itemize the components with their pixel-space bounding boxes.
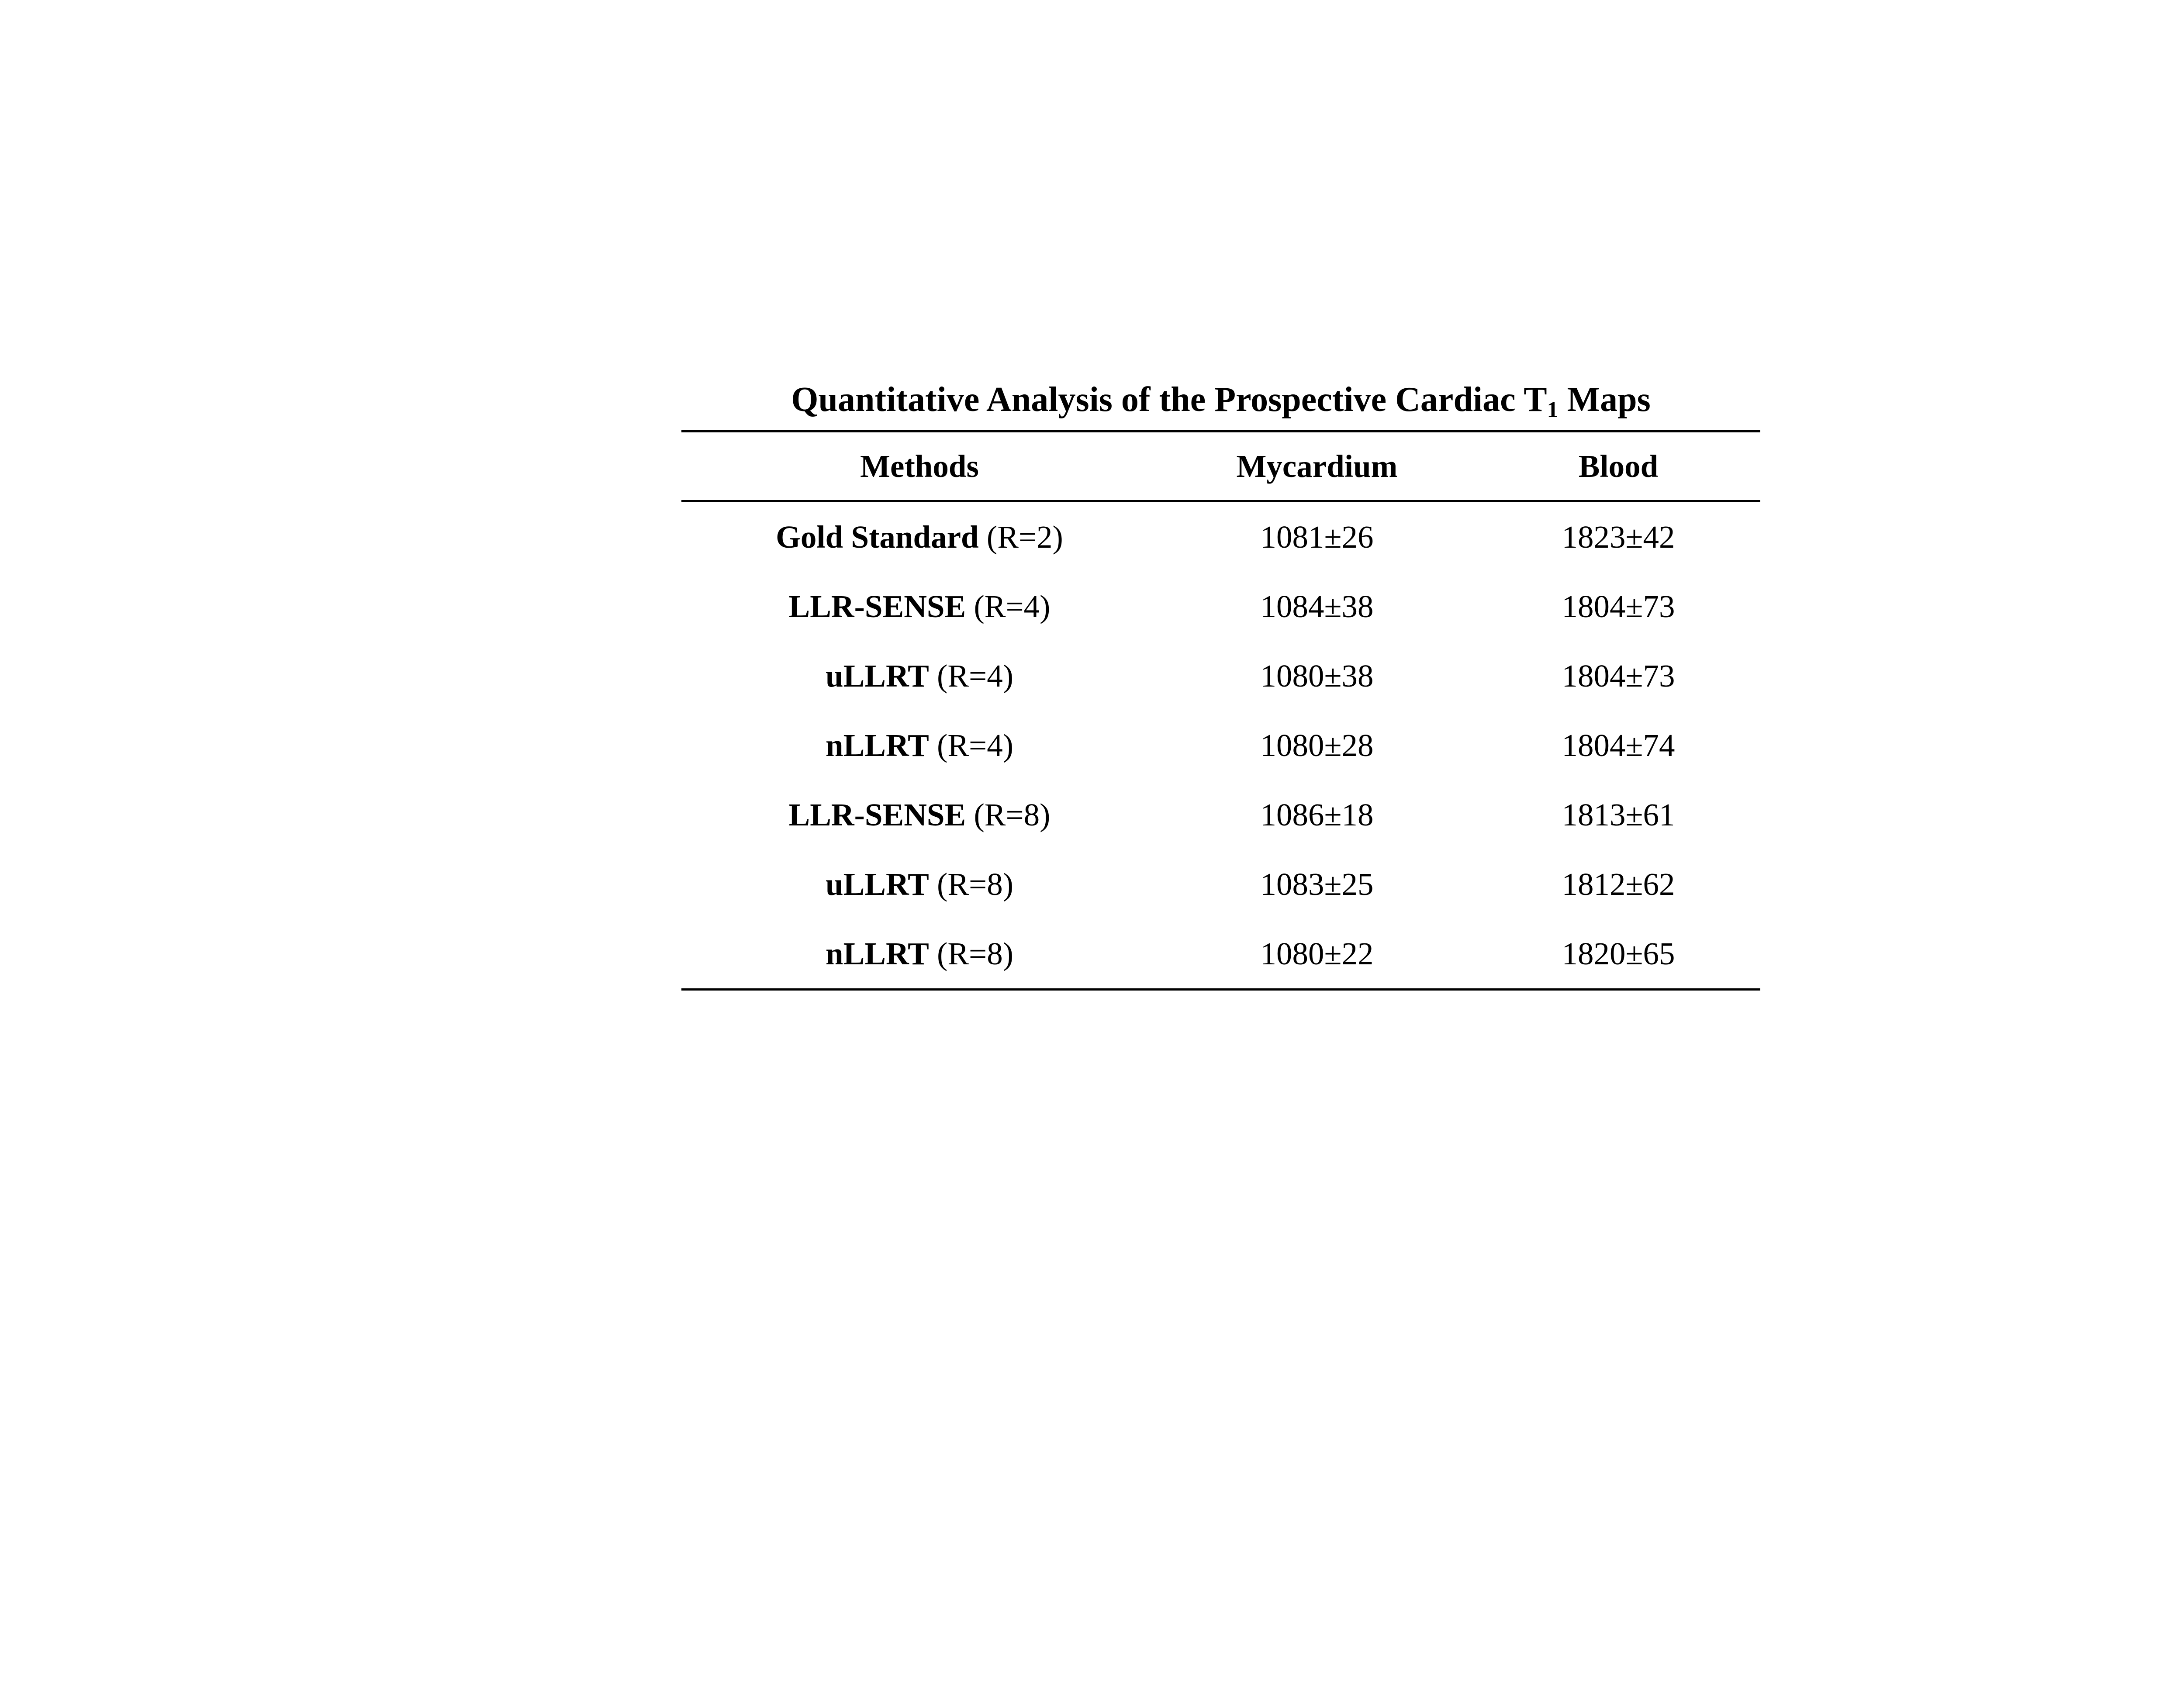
method-setting: (R=4)	[929, 727, 1014, 763]
table-row	[681, 502, 1760, 572]
method-name: LLR-SENSE	[788, 797, 966, 832]
blood-cell: 1804±74	[1562, 727, 1675, 763]
myocardium-cell: 1086±18	[1260, 797, 1374, 832]
header-methods: Methods	[860, 448, 979, 484]
blood-cell: 1804±73	[1562, 658, 1675, 694]
method-cell	[681, 588, 1158, 625]
caption-subscript: 1	[1547, 397, 1559, 422]
method-setting: (R=4)	[966, 588, 1051, 624]
method-setting: (R=8)	[929, 866, 1014, 902]
table-row	[681, 849, 1760, 919]
myocardium-cell: 1080±22	[1260, 936, 1374, 971]
method-name: Gold Standard	[776, 519, 979, 555]
myocardium-cell: 1081±26	[1260, 519, 1374, 555]
myocardium-cell: 1080±38	[1260, 658, 1374, 694]
method-name: LLR-SENSE	[788, 588, 966, 624]
method-name: uLLRT	[825, 866, 929, 902]
blood-cell: 1820±65	[1562, 936, 1675, 971]
method-cell	[681, 658, 1158, 694]
method-setting: (R=2)	[978, 519, 1063, 555]
blood-cell: 1812±62	[1562, 866, 1675, 902]
table-row	[681, 711, 1760, 780]
myocardium-cell: 1084±38	[1260, 588, 1374, 624]
method-setting: (R=8)	[966, 797, 1051, 832]
blood-cell: 1823±42	[1562, 519, 1675, 555]
method-setting: (R=8)	[929, 936, 1014, 971]
myocardium-cell: 1080±28	[1260, 727, 1374, 763]
method-cell	[681, 797, 1158, 833]
caption-text: Quantitative Analysis of the Prospective Cardiac T	[791, 380, 1547, 419]
method-name: uLLRT	[825, 658, 929, 694]
blood-cell: 1804±73	[1562, 588, 1675, 624]
header-row	[681, 432, 1760, 500]
bottom-rule	[681, 988, 1760, 991]
method-cell	[681, 866, 1158, 903]
method-cell	[681, 936, 1158, 972]
method-name: nLLRT	[825, 727, 929, 763]
myocardium-cell: 1083±25	[1260, 866, 1374, 902]
header-blood: Blood	[1578, 448, 1659, 484]
caption-text-end: Maps	[1558, 380, 1651, 419]
method-name: nLLRT	[825, 936, 929, 971]
table-row	[681, 572, 1760, 641]
table-row	[681, 780, 1760, 849]
header-myocardium: Mycardium	[1236, 448, 1398, 484]
results-table	[681, 373, 1760, 991]
method-setting: (R=4)	[929, 658, 1014, 694]
method-cell	[681, 727, 1158, 764]
table-row	[681, 919, 1760, 988]
table-caption	[681, 373, 1760, 430]
method-cell	[681, 519, 1158, 556]
table-row	[681, 641, 1760, 711]
blood-cell: 1813±61	[1562, 797, 1675, 832]
